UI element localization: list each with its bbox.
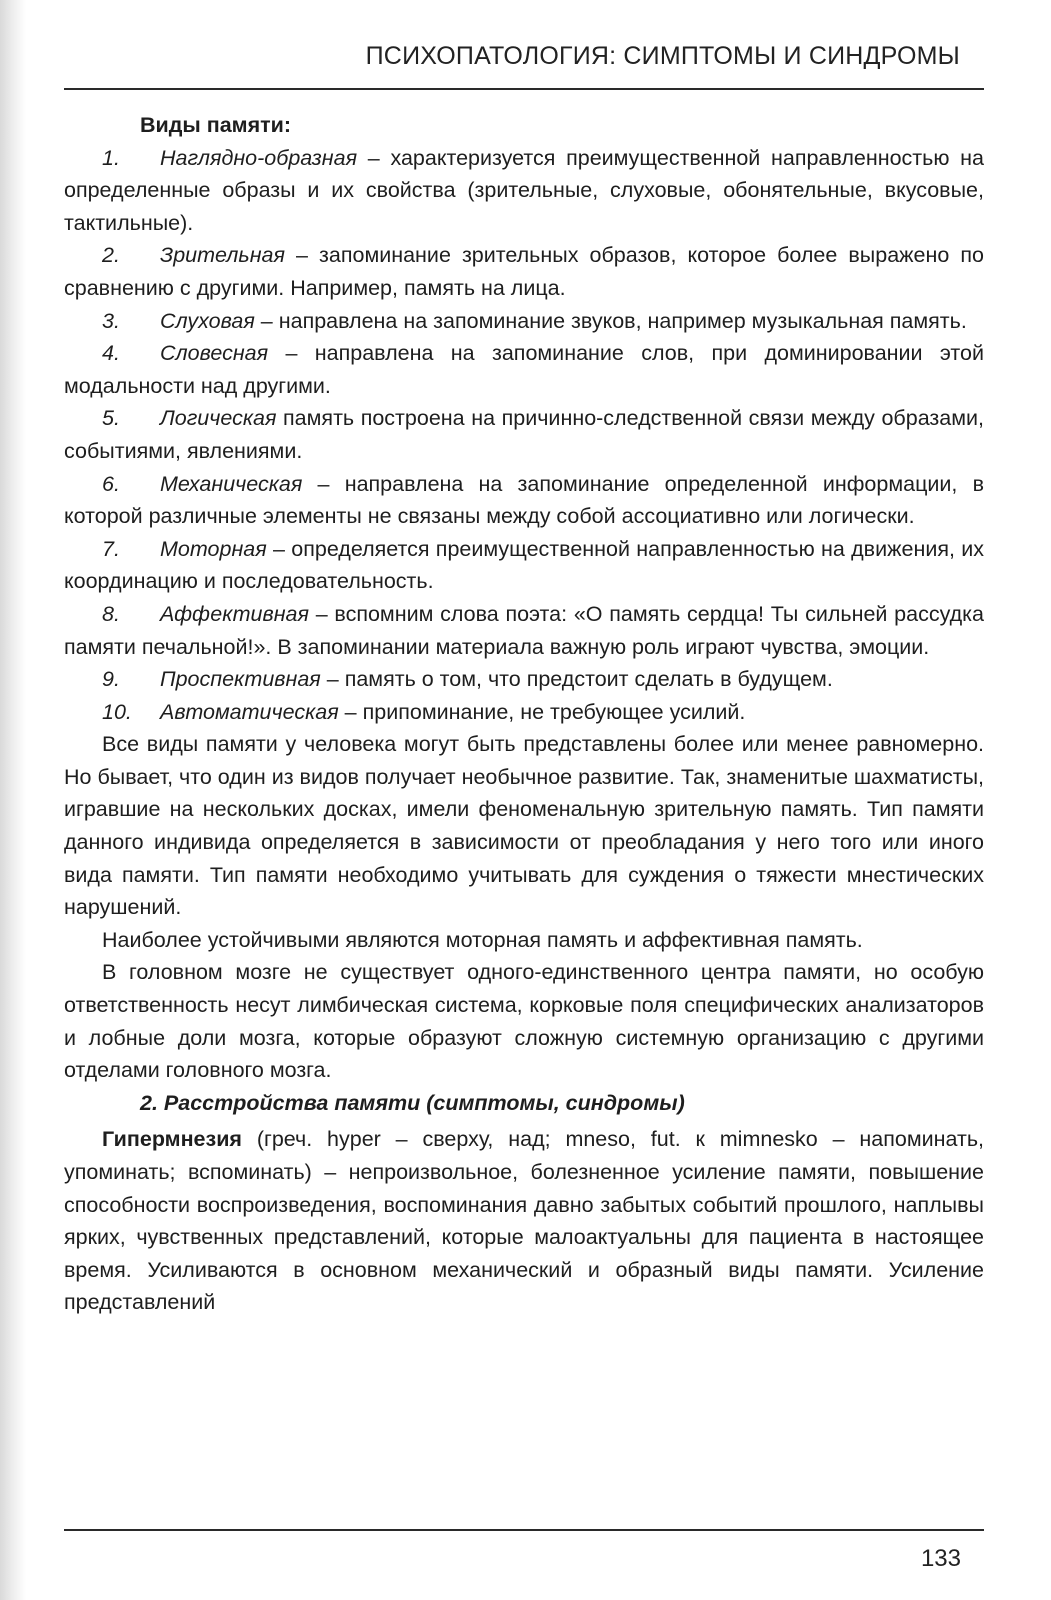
footer-rule xyxy=(64,1529,984,1531)
list-item xyxy=(64,337,984,402)
definition-text: (греч. hyper – сверху, над; mneso, fut. к mimnesko – напоминать, упоминать; вспоминать) – непроизвольное, болезненное усиление памяти, повышение способности воспроизведения, воспоминания давно забытых событий прошлого, наплывы ярких, чувственных представлений, которые малоактуальны для пациента в настоящее время. Усиливаются в основном механический и образный виды памяти. Усиление представлений xyxy=(64,1127,984,1315)
item-term: Автоматическая xyxy=(160,699,339,724)
body-paragraph: Все виды памяти у человека могут быть представлены более или менее равномерно. Но бывает, что один из видов получает необычное развитие. Так, знаменитые шахматисты, игравшие на нескольких досках, имели феноменальную зрительную память. Тип памяти данного индивида определяется в зависимости от преобладания у него того или иного вида памяти. Тип памяти необходимо учитывать для суждения о тяжести мнестических нарушений. xyxy=(64,732,984,920)
item-text: – определяется преимущественной направленностью на движения, их координацию и последовательность. xyxy=(64,536,984,594)
item-term: Аффективная xyxy=(160,601,309,626)
list-item xyxy=(64,239,984,304)
book-spine-shadow xyxy=(0,0,26,1600)
defined-term: Гипермнезия xyxy=(102,1127,242,1152)
item-number: 5. xyxy=(102,406,120,431)
item-term: Логическая xyxy=(160,406,277,431)
item-text: – направлена на запоминание определенной информации, в которой различные элементы не связаны между собой ассоциативно или логически. xyxy=(64,471,984,529)
page-body xyxy=(64,109,984,1319)
list-item xyxy=(64,696,984,729)
item-text: – направлена на запоминание звуков, например музыкальная память. xyxy=(254,308,967,333)
list-item xyxy=(64,533,984,598)
item-term: Слуховая xyxy=(160,308,255,333)
item-number: 7. xyxy=(102,536,120,561)
item-term: Зрительная xyxy=(160,243,285,268)
item-text: – направлена на запоминание слов, при доминировании этой модальности над другими. xyxy=(64,341,984,398)
list-item xyxy=(64,402,984,467)
item-text: – вспомним слова поэта: «О память сердца! Ты сильней рассудка памяти печальной!». В запоминании материала важную роль играют чувства, эмоции. xyxy=(64,601,984,659)
item-text: – характеризуется преимущественной направленностью на определенные образы и их свойства (зрительные, слуховые, обонятельные, вкусовые, тактильные). xyxy=(64,145,984,235)
running-title: ПСИХОПАТОЛОГИЯ: СИМПТОМЫ И СИНДРОМЫ xyxy=(365,42,960,70)
page-number: 133 xyxy=(920,1545,961,1572)
item-term: Наглядно-образная xyxy=(160,145,358,170)
list-item xyxy=(64,142,984,240)
item-term: Проспективная xyxy=(160,667,321,692)
item-number: 2. xyxy=(102,243,120,268)
list-item xyxy=(64,598,984,663)
header-rule xyxy=(64,88,984,90)
item-number: 3. xyxy=(102,308,120,333)
definition-paragraph xyxy=(64,1123,984,1319)
item-number: 6. xyxy=(102,471,120,496)
item-term: Словесная xyxy=(160,341,269,366)
body-paragraph: В головном мозге не существует одного-единственного центра памяти, но особую ответственность несут лимбическая система, корковые поля специфических анализаторов и лобные доли мозга, которые образуют сложную системную организацию с другими отделами головного мозга. xyxy=(64,960,984,1083)
item-text: – память о том, что предстоит сделать в будущем. xyxy=(320,667,833,692)
item-term: Моторная xyxy=(160,536,267,561)
item-text: память построена на причинно-следственной связи между образами, событиями, явлениями. xyxy=(64,406,984,463)
item-number: 10. xyxy=(102,699,132,724)
item-text: – запоминание зрительных образов, которое более выражено по сравнению с другими. Например, память на лица. xyxy=(64,243,984,300)
section-heading: Виды памяти: xyxy=(140,113,292,137)
item-term: Механическая xyxy=(160,471,303,496)
list-item xyxy=(64,305,984,338)
body-paragraph: Наиболее устойчивыми являются моторная память и аффективная память. xyxy=(102,927,863,952)
item-text: – припоминание, не требующее усилий. xyxy=(338,699,746,724)
item-number: 4. xyxy=(102,341,120,366)
item-number: 1. xyxy=(102,145,120,170)
list-item xyxy=(64,468,984,533)
section-title: 2. Расстройства памяти (симптомы, синдромы) xyxy=(140,1090,685,1115)
item-number: 8. xyxy=(102,601,120,626)
list-item xyxy=(64,663,984,696)
item-number: 9. xyxy=(102,667,120,692)
